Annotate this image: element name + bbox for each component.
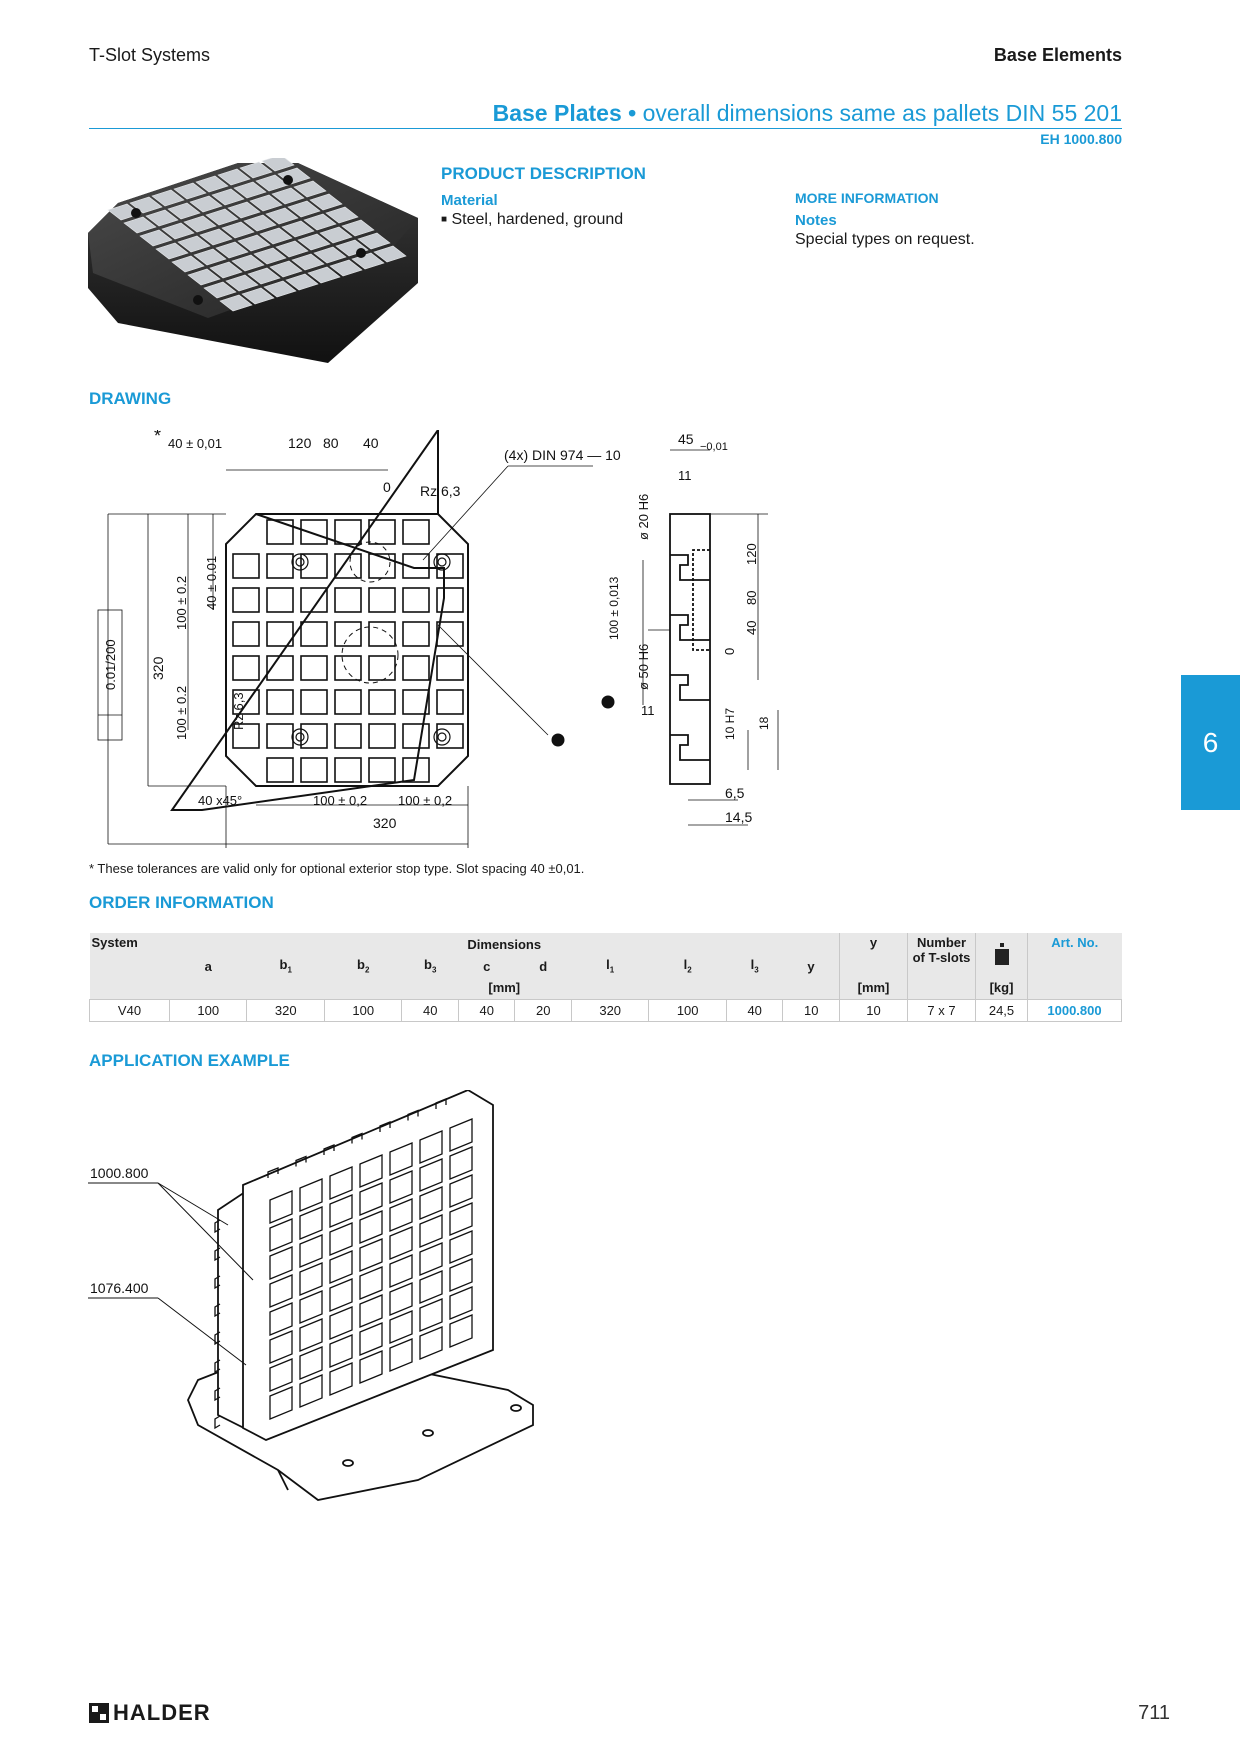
dim-h320: 320 (373, 815, 397, 831)
dim-v320: 320 (150, 656, 166, 680)
col-nslots: Number of T-slots (908, 933, 976, 977)
col-system: System (90, 933, 170, 999)
dim-120: 120 (288, 435, 312, 451)
art-no-link[interactable]: 1000.800 (1028, 999, 1122, 1021)
dim-40: 40 (363, 435, 379, 451)
flatness-label: 0.01/200 (103, 639, 118, 690)
dim-s20: ø 20 H6 (636, 493, 651, 540)
dim-v40: 40 ± 0.01 (204, 555, 219, 610)
col-ysub: y (783, 955, 840, 977)
dim-s50: ø 50 H6 (636, 643, 651, 690)
dim-40-001: 40 ± 0,01 (168, 436, 223, 451)
unit-mm: [mm] (170, 977, 840, 999)
din-label: (4x) DIN 974 — 10 (504, 447, 621, 463)
logo-text: HALDER (113, 1700, 211, 1725)
header-category: Base Elements (993, 45, 1122, 65)
dim-zero: 0 (383, 479, 391, 495)
col-l1: $l_1$ (571, 955, 648, 977)
dim-s11b: 11 (641, 703, 655, 718)
dim-s45: 45 (678, 431, 694, 447)
col-y: y (840, 933, 908, 977)
notes-label: Notes (795, 212, 837, 229)
dim-h100a: 100 ± 0,2 (313, 793, 368, 808)
logo-mark (89, 1703, 109, 1723)
title-bold: Base Plates • (492, 100, 637, 126)
col-c: c (458, 955, 515, 977)
col-artno: Art. No. (1028, 933, 1122, 977)
application-drawing (88, 1090, 548, 1520)
dim-s0: 0 (722, 647, 737, 655)
app-label-1: 1000.800 (90, 1165, 149, 1181)
rz2-label: Rz 6,3 (231, 692, 246, 730)
dim-v100a: 100 ± 0.2 (174, 685, 189, 740)
dim-s120: 120 (744, 543, 759, 565)
order-information-heading: ORDER INFORMATION (89, 893, 274, 912)
dim-s80: 80 (744, 590, 759, 605)
order-table (89, 933, 1122, 1022)
page-number: 711 (1138, 1702, 1170, 1724)
more-info-heading: MORE INFORMATION (795, 190, 939, 206)
col-d: d (515, 955, 572, 977)
surface-symbol-icon (552, 696, 614, 746)
material-item: ■ Steel, hardened, ground (441, 211, 624, 228)
header-section: T-Slot Systems (89, 45, 211, 65)
title-rest: overall dimensions same as pallets DIN 55 201 (636, 100, 1122, 126)
chapter-tab[interactable]: 6 (1181, 675, 1240, 810)
dim-80: 80 (323, 435, 339, 451)
dim-s10: 10 H7 (723, 707, 737, 740)
col-a: a (170, 955, 247, 977)
star-mark: * (154, 430, 162, 446)
bullet-icon: ■ (441, 214, 448, 225)
chamfer-label: 40 x45° (198, 793, 243, 808)
unit-mm2: [mm] (840, 977, 908, 999)
title-rule (89, 128, 1122, 129)
drawing-footnote: * These tolerances are valid only for optional exterior stop type. Slot spacing 40 ±0,01. (89, 861, 585, 876)
col-b2: $b_2$ (324, 955, 401, 977)
dim-s65: 6,5 (725, 785, 745, 801)
dim-s45-tol: −0,01 (700, 441, 728, 453)
dim-h100b: 100 ± 0,2 (398, 793, 453, 808)
col-b3: $b_3$ (402, 955, 459, 977)
rz-label: Rz 6,3 (420, 483, 461, 499)
product-code: EH 1000.800 (1040, 131, 1122, 147)
dim-s18: 18 (757, 716, 771, 730)
col-dimensions: Dimensions (170, 933, 840, 955)
application-example-heading: APPLICATION EXAMPLE (89, 1051, 290, 1070)
col-l2: $l_2$ (649, 955, 726, 977)
dim-s100: 100 ± 0,013 (607, 576, 621, 640)
weight-icon (976, 933, 1028, 977)
dim-s40: 40 (744, 620, 759, 635)
page-title (493, 100, 1122, 127)
halder-logo (89, 1700, 211, 1726)
unit-kg: [kg] (976, 977, 1028, 999)
drawing-heading: DRAWING (89, 389, 172, 408)
notes-text: Special types on request. (795, 231, 975, 248)
material-label: Material (441, 192, 498, 209)
technical-drawing (88, 430, 788, 850)
base-plate-photo (88, 158, 428, 373)
col-l3: $l_3$ (726, 955, 783, 977)
table-row: V40 100 320 100 40 40 20 320 100 40 10 10 7 x 7 24,5 1000.800 (90, 999, 1122, 1021)
dim-v100b: 100 ± 0.2 (174, 575, 189, 630)
col-b1: $b_1$ (247, 955, 324, 977)
app-label-2: 1076.400 (90, 1280, 149, 1296)
dim-s145: 14,5 (725, 809, 753, 825)
dim-s11a: 11 (678, 468, 692, 483)
product-description-heading: PRODUCT DESCRIPTION (441, 164, 646, 183)
